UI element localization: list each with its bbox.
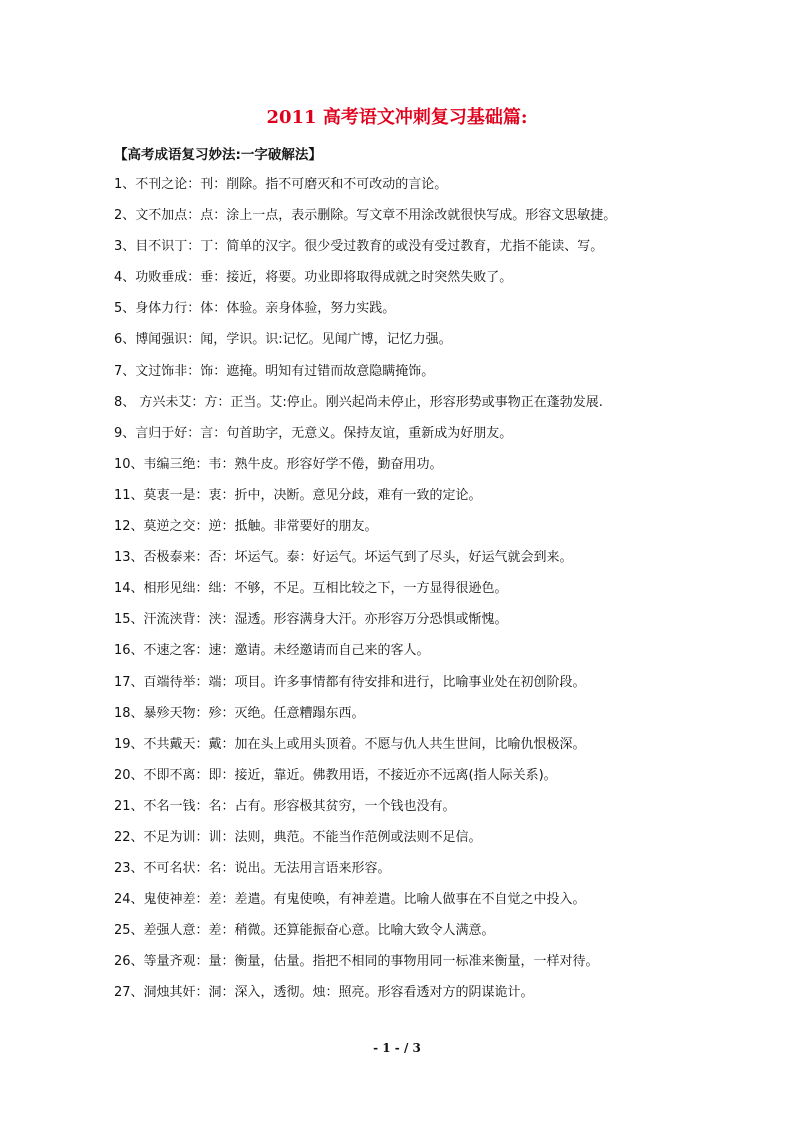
document-title: 2011 高考语文冲刺复习基础篇: xyxy=(266,107,528,128)
idiom-entry: 2、文不加点：点：涂上一点，表示删除。写文章不用涂改就很快写成。形容文思敏捷。 xyxy=(114,208,617,224)
idiom-entry: 12、莫逆之交：逆：抵触。非常要好的朋友。 xyxy=(114,519,378,535)
idiom-entry: 17、百端待举：端：项目。许多事情都有待安排和进行，比喻事业处在初创阶段。 xyxy=(114,674,586,690)
idiom-entry: 3、目不识丁：丁：简单的汉字。很少受过教育的或没有受过教育，尤指不能读、写。 xyxy=(114,239,604,255)
idiom-entry: 26、等量齐观：量：衡量，估量。指把不相同的事物用同一标准来衡量，一样对待。 xyxy=(114,954,599,970)
page-number: - 1 - / 3 xyxy=(373,1041,421,1055)
idiom-list xyxy=(114,175,714,1015)
idiom-entry: 9、言归于好：言：句首助字，无意义。保持友谊，重新成为好朋友。 xyxy=(114,425,513,441)
idiom-entry: 27、洞烛其奸：洞：深入，透彻。烛：照亮。形容看透对方的阴谋诡计。 xyxy=(114,985,534,1001)
idiom-entry: 24、鬼使神差：差：差遣。有鬼使唤，有神差遣。比喻人做事在不自觉之中投入。 xyxy=(114,892,586,908)
idiom-entry: 18、暴殄天物：殄：灭绝。任意糟蹋东西。 xyxy=(114,705,365,721)
idiom-entry: 10、韦编三绝：韦：熟牛皮。形容好学不倦，勤奋用功。 xyxy=(114,456,443,472)
idiom-entry: 13、否极泰来：否：坏运气。泰：好运气。坏运气到了尽头，好运气就会到来。 xyxy=(114,550,573,566)
idiom-entry: 1、不刊之论：刊：削除。指不可磨灭和不可改动的言论。 xyxy=(114,177,448,192)
idiom-entry: 20、不即不离：即：接近，靠近。佛教用语，不接近亦不远离(指人际关系)。 xyxy=(114,767,557,783)
idiom-entry: 19、不共戴天：戴：加在头上或用头顶着。不愿与仇人共生世间，比喻仇恨极深。 xyxy=(114,736,586,752)
idiom-entry: 8、 方兴未艾：方：正当。艾:停止。刚兴起尚未停止，形容形势或事物正在蓬勃发展. xyxy=(114,394,603,410)
idiom-entry: 15、汗流浃背：浃：湿透。形容满身大汗。亦形容万分恐惧或惭愧。 xyxy=(114,612,508,628)
idiom-entry: 4、功败垂成：垂：接近，将要。功业即将取得成就之时突然失败了。 xyxy=(114,270,513,286)
idiom-entry: 21、不名一钱：名：占有。形容极其贫穷，一个钱也没有。 xyxy=(114,798,456,814)
idiom-entry: 5、身体力行：体：体验。亲身体验，努力实践。 xyxy=(114,301,396,317)
idiom-entry: 14、相形见绌：绌：不够，不足。互相比较之下，一方显得很逊色。 xyxy=(114,581,508,597)
section-heading: 【高考成语复习妙法:一字破解法】 xyxy=(114,147,322,163)
idiom-entry: 22、不足为训：训：法则，典范。不能当作范例或法则不足信。 xyxy=(114,829,482,845)
idiom-entry: 11、莫衷一是：衷：折中，决断。意见分歧，难有一致的定论。 xyxy=(114,487,482,503)
idiom-entry: 7、文过饰非：饰：遮掩。明知有过错而故意隐瞒掩饰。 xyxy=(114,363,435,379)
idiom-entry: 16、不速之客：速：邀请。未经邀请而自己来的客人。 xyxy=(114,643,430,659)
idiom-entry: 25、差强人意：差：稍微。还算能振奋心意。比喻大致令人满意。 xyxy=(114,923,495,939)
idiom-entry: 23、不可名状：名：说出。无法用言语来形容。 xyxy=(114,861,391,877)
idiom-entry: 6、博闻强识：闻，学识。识:记忆。见闻广博，记忆力强。 xyxy=(114,332,452,348)
